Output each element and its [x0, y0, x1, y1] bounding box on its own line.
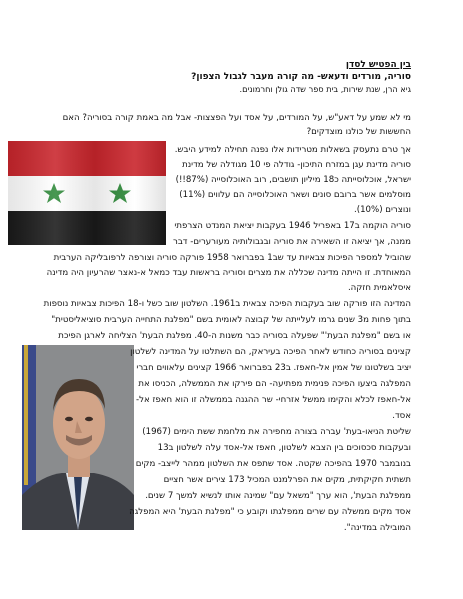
- body-line: אסד מקים ממשלה עם שרים ממפלגתו וקובע כי "מפלגת הבעת' היא המפלגה: [129, 507, 411, 517]
- body-line: ישראל, אוכלוסייתה כ18 מיליון תושבים, רוב האוכלוסייה (87%!!): [175, 175, 411, 185]
- article-title: בין הפטיש לסדן: [345, 60, 411, 70]
- body-line: בנובמבר 1970 בהפיכה שקטה. אסד שתפס את השלטון ממהר לייצב- מקים: [135, 459, 411, 469]
- body-line: ובעקבות סכסוכים בין הצבא לשלטון, חאפז אל-אסד עלה לשלטון ב13: [157, 443, 411, 453]
- body-line: תשתית חקיקתית, מקים את הפרלמנט המכיל 173 צירים אשר חציים: [163, 475, 411, 485]
- body-line: ממנה, אך יציאה זו השאירה את סוריה ובגבולותיה מעורערים- דבר: [172, 237, 411, 247]
- body-line: החששות של כולנו מוצדקים?: [306, 127, 411, 137]
- body-line: מוסלמים אשר ברובם סונים ושאר האוכלוסייה הם עלווים (11%): [179, 190, 411, 200]
- body-line: בתוך פחות מ3 שנים גרמו לעלייתה של קבוצה לאומית בשם "מפלגת התחייה הערבית סוציאליסטית": [51, 315, 411, 325]
- article-subtitle: סוריה, מורדים ודעאש- מה קורה מעבר לגבול הצפון?: [191, 72, 411, 82]
- body-line: המדינה הזו פורקה שוב בעקבות הפיכה צבאית ב1961. השלטון שוב כשל ו-18 הפיכות צבאיות נוספות: [43, 299, 411, 309]
- body-line: אך טרם נתעסק בשאלות מטרידות אלו נפנה תחילה למידע היבש.: [174, 145, 411, 155]
- body-line: שהוביל למספר הפיכות צבאיות עד שב1 בפברואר 1958 פורקה סוריה וצורפה לרפובליקה הערבית: [53, 253, 411, 263]
- body-line: יציב בשלטונו של אמין אל-חאפז. ב23 בפברואר 1966 קצינים עלאווים חברי: [136, 363, 411, 373]
- body-line: אל-חאפז לכלא והקימו ממשל אזרחי- שר ההגנה בממשלה זו הוא חאפז אל-: [136, 395, 411, 405]
- body-line: מי לא שמע על דאע"ש, על המורדים, על אסד ועל הפצצות- אבל מה באמת קורה בסוריה? האם: [62, 113, 411, 123]
- body-line: אסד.: [392, 411, 411, 421]
- body-line: המובילה במדינה".: [343, 523, 411, 533]
- body-line: איסלאמית חזקה.: [347, 283, 411, 293]
- body-line: או בשם "מפלגת הבעת'" שפעלה בסוריה כבר משנות ה-40. מפלגת הבעת' הצליחה לארגן הפיכת: [58, 331, 411, 341]
- body-line: המאוחדת. זו הייתה מדינה שכללה את מצרים וסוריה בראשות עבד כמאל א-נאצר שהרעיון היה מדינה: [46, 268, 411, 278]
- body-line: המפלגה ביצעו הפיכה פנימית מפתיעה- הם פירקו את הממשלה, הכניסו את: [138, 379, 411, 389]
- body-line: קצינים בסוריה כחודש לאחר הפיכה בעיראק, הם השתלטו על המדינה לשלטון: [130, 347, 411, 357]
- body-line: שליטת הניאו-בעת' עברה בצורה מחפירה את מלחמת ששת הימים (1967): [142, 427, 411, 437]
- body-line: ונוצרים (10%).: [354, 205, 411, 215]
- syria-flag-image: [8, 141, 166, 245]
- body-line: סוריה הוקמה ב17 באפריל 1946 בעקבות יציאת המנדט הצרפתי: [174, 221, 411, 231]
- body-line: סוריה מדינת עגן במזרח התיכון- גודלה פי 10 מגודלה של מדינת: [182, 160, 411, 170]
- body-line: ממפלגת הבעת', הוא ערך "משאל עם" שמינה אותו לנשיא למשך 7 שנים.: [145, 491, 411, 501]
- portrait-photo-image: [22, 345, 134, 530]
- article-authors: גיא הרן, שנת שירות, בית ספר שדה גולן וחרמונים.: [239, 84, 411, 94]
